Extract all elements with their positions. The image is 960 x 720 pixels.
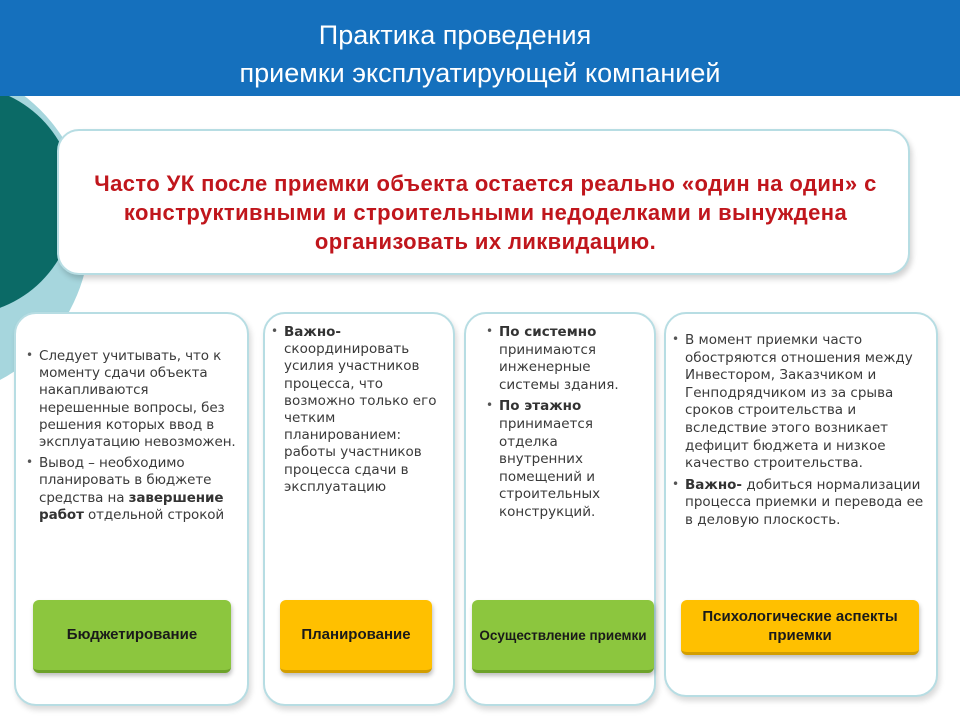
list-item-text: отдельной строкой	[83, 506, 225, 523]
label-psychology: Психологические аспекты приемки	[681, 600, 919, 655]
label-acceptance: Осуществление приемки	[472, 600, 654, 673]
list-item-text: Следует учитывать, что к моменту сдачи объекта накапливаются нерешенные вопросы, без решения которых ввод в эксплуатацию невозможен.	[39, 348, 236, 451]
list-item-emphasis: По этажно	[499, 398, 582, 415]
list-item-text: принимаются инженерные системы здания.	[499, 341, 619, 393]
list-item-emphasis: Важно-	[284, 324, 342, 340]
key-statement-text: Часто УК после приемки объекта остается реально «один на один» с конструктивными и строительными недоделками и вынуждена организовать их ликвидацию.	[94, 171, 877, 254]
list-item	[269, 324, 445, 496]
page-title-line-1: Практика проведения	[318, 20, 592, 50]
list-item	[24, 455, 236, 524]
list-item-text: добиться нормализации процесса приемки и перевода ее в деловую плоскость.	[685, 476, 924, 528]
list-item	[24, 348, 236, 451]
list-item-emphasis: По системно	[499, 324, 597, 340]
list-item-emphasis: завершение работ	[39, 489, 224, 523]
list-item-text: В момент приемки часто обостряются отношения между Инвестором, Заказчиком и Генподрядчиком из за срыва сроков строительства и вследствие этого возникает дефицит бюджета и низкое качество строительства.	[685, 332, 913, 472]
list-item	[670, 477, 932, 530]
list-item	[670, 332, 932, 473]
list-item-text: принимается отделка внутренних помещений и строительных конструкций.	[499, 415, 601, 520]
card-planning-list	[269, 324, 445, 500]
list-item-emphasis: Важно-	[685, 476, 743, 493]
list-item	[484, 398, 644, 521]
key-statement-box	[57, 129, 910, 275]
label-budgeting: Бюджетирование	[33, 600, 231, 673]
list-item-text: Вывод – необходимо планировать в бюджете средства на	[39, 455, 212, 506]
page-title-line-2: приемки эксплуатирующей компанией	[239, 58, 721, 88]
card-budgeting-list	[24, 348, 236, 528]
list-item-text: скоординировать усилия участников процесса, что возможно только его четким планированием: работы участников процесса сдачи в эксплуатацию	[284, 341, 437, 495]
page-title	[0, 16, 960, 92]
label-planning: Планирование	[280, 600, 432, 673]
card-acceptance-list	[484, 324, 644, 526]
card-psychology-list	[670, 332, 932, 534]
list-item	[484, 324, 644, 394]
title-bar	[0, 0, 960, 96]
